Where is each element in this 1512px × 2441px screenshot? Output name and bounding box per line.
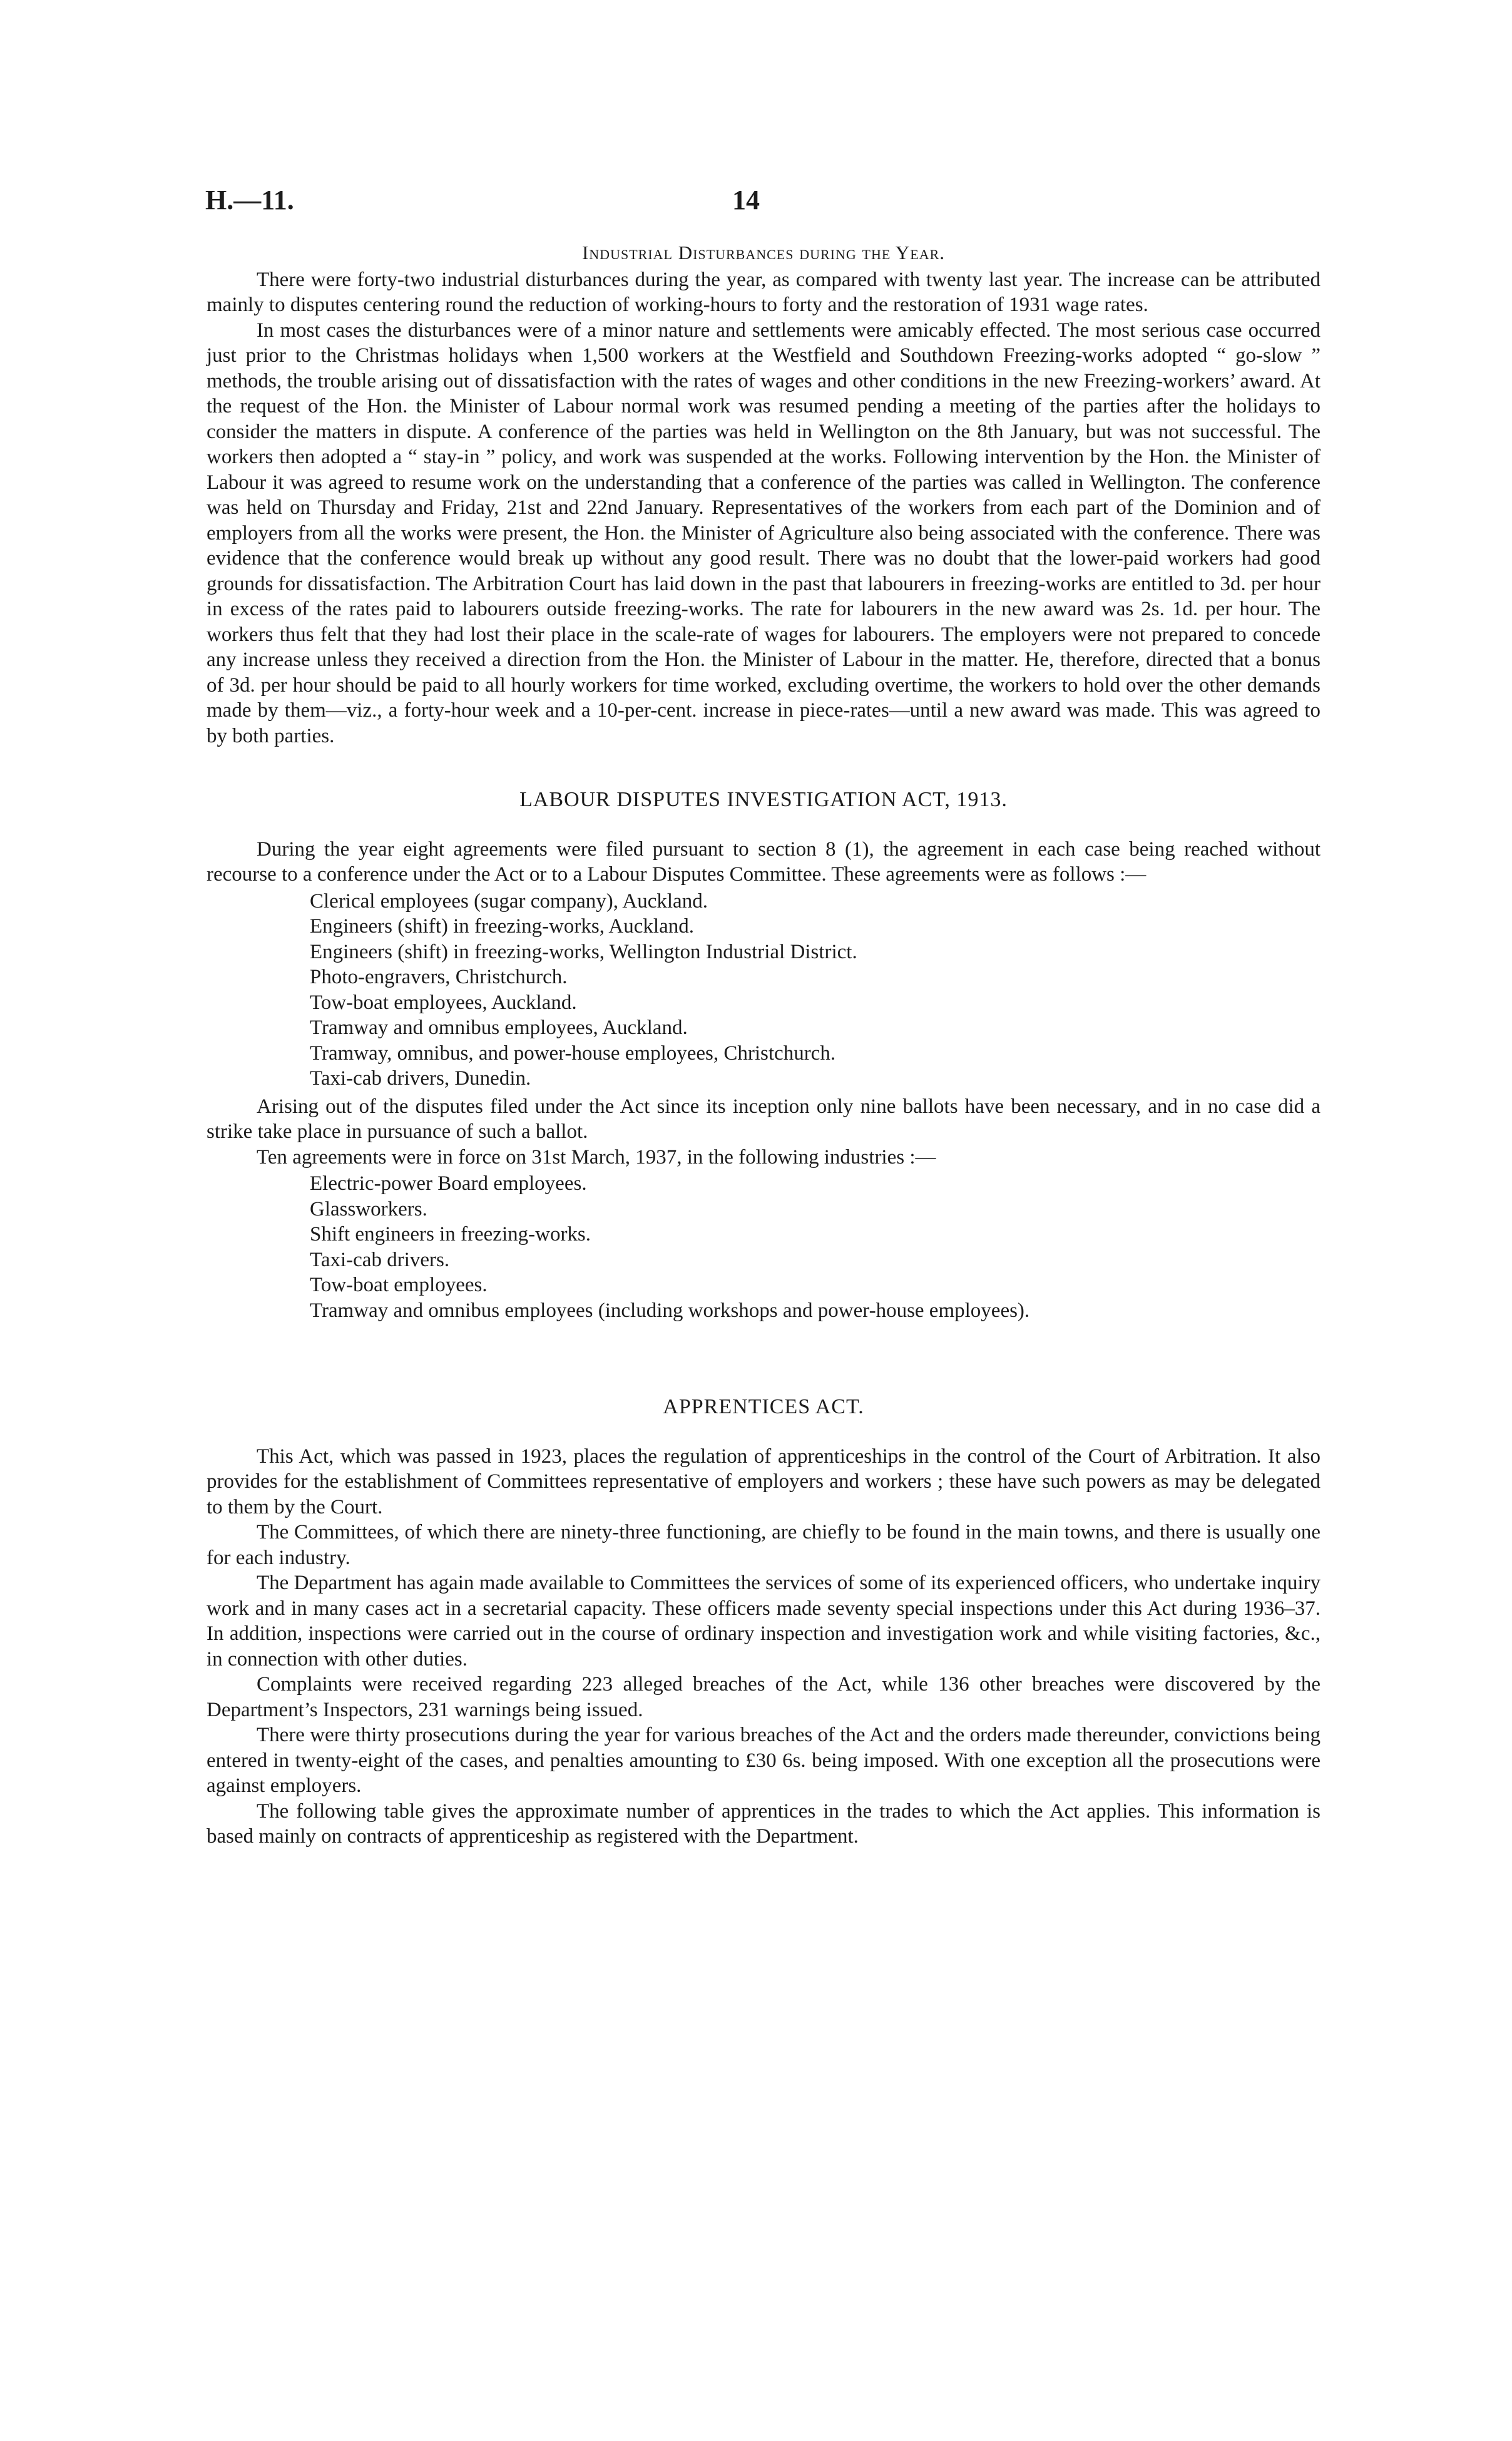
paragraph: There were thirty prosecutions during the year for various breaches of the Act and the orders made thereunder, convictions being entered in twenty-eight of the cases, and penalties amounting to £30 6s. being imposed. With one exception all the prosecutions were against employers. [207,1724,1320,1797]
list-item: Tramway and omnibus employees (including workshops and power-house employees). [310,1299,1030,1322]
paragraph: Complaints were received regarding 223 alleged breaches of the Act, while 136 other breaches were discovered by the Department’s Inspectors, 231 warnings being issued. [207,1673,1320,1721]
list-item: Photo-engravers, Christchurch. [310,966,568,988]
page-reference: H.—11. [205,185,294,215]
paragraph: The following table gives the approximate number of apprentices in the trades to which the Act applies. This information is based mainly on contracts of apprenticeship as registered with the Department. [207,1799,1320,1848]
list-item: Taxi-cab drivers. [310,1248,450,1271]
list-item: Engineers (shift) in freezing-works, Wellington Industrial District. [310,940,857,963]
list-item: Tramway, omnibus, and power-house employees, Christchurch. [310,1041,836,1065]
list-item: Electric-power Board employees. [310,1172,587,1195]
page-number: 14 [732,185,760,215]
section-heading: APPRENTICES ACT. [663,1395,864,1418]
paragraph: In most cases the disturbances were of a minor nature and settlements were amicably effected. The most serious case occurred just prior to the Christmas holidays when 1,500 workers at the Westfield and Southdown Freezing-works adopted “ go-slow ” methods, the trouble arising out of dissatisfaction with the rates of wages and other conditions in the new Freezing-workers’ award. At the request of the Hon. the Minister of Labour normal work was resumed pending a meeting of the parties after the holidays to consider the matters in dispute. A conference of the parties was held in Wellington on the 8th January, but was not successful. The workers then adopted a “ stay-in ” policy, and work was suspended at the works. Following intervention by the Hon. the Minister of Labour it was agreed to resume work on the understanding that a conference of the parties was called in Wellington. The conference was held on Thursday and Friday, 21st and 22nd January. Representatives of the workers from each part of the Dominion and of employers from all the works were present, the Hon. the Minister of Agriculture also being associated with the conference. There was evidence that the conference would break up without any good result. There was no doubt that the lower-paid workers had good grounds for dissatisfaction. The Arbitration Court has laid down in the past that labourers in freezing-works are entitled to 3d. per hour in excess of the rates paid to labourers outside freezing-works. The rate for labourers in the new award was 2s. 1d. per hour. The workers thus felt that they had lost their place in the scale-rate of wages for labourers. The employers were not prepared to concede any increase unless they received a direction from the Hon. the Minister of Labour in the matter. He, therefore, directed that a bonus of 3d. per hour should be paid to all hourly workers for time worked, excluding overtime, the workers to hold over the other demands made by them—viz., a forty-hour week and a 10-per-cent. increase in piece-rates—until a new award was made. This was agreed to by both parties. [207,319,1320,747]
section-industrial-disturbances [207,240,1320,749]
list-item: Taxi-cab drivers, Dunedin. [310,1067,531,1090]
paragraph: The Department has again made available to Committees the services of some of its experienced officers, who undertake inquiry work and in many cases act in a secretarial capacity. These officers made seventy special inspections under this Act during 1936–37. In addition, inspections were carried out in the course of ordinary inspection and investigation work and while visiting factories, &c., in connection with other duties. [207,1572,1320,1671]
paragraph: There were forty-two industrial disturbances during the year, as compared with twenty last year. The increase can be attributed mainly to disputes centering round the reduction of working-hours to forty and the restoration of 1931 wage rates. [207,268,1320,316]
list-item: Tow-boat employees, Auckland. [310,991,577,1014]
section-heading: LABOUR DISPUTES INVESTIGATION ACT, 1913. [519,788,1008,811]
paragraph: Ten agreements were in force on 31st March, 1937, in the following industries :— [257,1145,936,1169]
paragraph: Arising out of the disputes filed under the Act since its inception only nine ballots have been necessary, and in no case did a strike take place in pursuance of such a ballot. [207,1095,1320,1143]
running-header [205,185,1320,232]
paragraph: The Committees, of which there are ninety-three functioning, are chiefly to be found in the main towns, and there is usually one for each industry. [207,1521,1320,1569]
paragraph: During the year eight agreements were filed pursuant to section 8 (1), the agreement in each case being reached without recourse to a conference under the Act or to a Labour Disputes Committee. These agreements were as follows :— [207,837,1320,886]
list-item: Tow-boat employees. [310,1274,488,1296]
document-page [205,185,1320,1850]
list-item: Shift engineers in freezing-works. [310,1223,591,1246]
section-heading: Industrial Disturbances during the Year. [581,242,946,264]
list-item: Engineers (shift) in freezing-works, Auckland. [310,915,694,938]
agreements-list [310,889,1320,1092]
paragraph: This Act, which was passed in 1923, places the regulation of apprenticeships in the control of the Court of Arbitration. It also provides for the establishment of Committees representative of employers and workers ; these have such powers as may be delegated to them by the Court. [207,1445,1320,1518]
industries-list [310,1171,1320,1323]
list-item: Clerical employees (sugar company), Auckland. [310,889,708,913]
section-labour-disputes [207,787,1320,1323]
section-apprentices-act [207,1394,1320,1850]
list-item: Tramway and omnibus employees, Auckland. [310,1016,688,1039]
list-item: Glassworkers. [310,1197,427,1220]
